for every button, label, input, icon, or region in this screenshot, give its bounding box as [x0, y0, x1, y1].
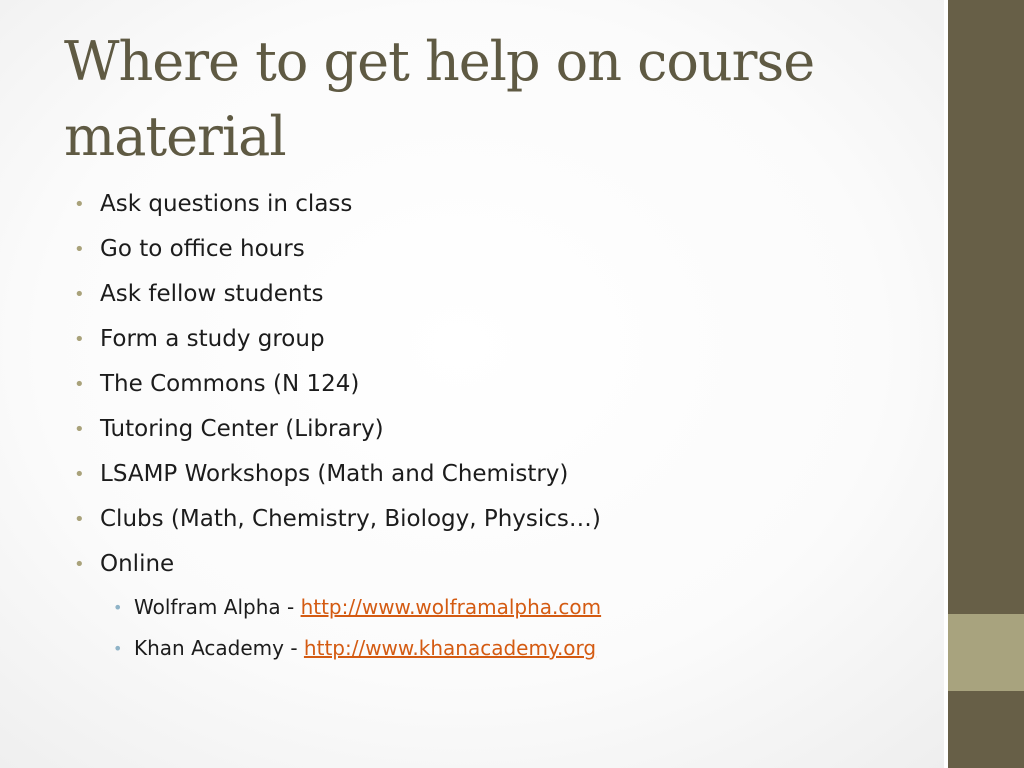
sub-bullet-dot-icon: •: [113, 598, 123, 617]
bullet-text: Ask questions in class: [100, 191, 353, 217]
bullet-text: Ask fellow students: [100, 281, 324, 307]
bullet-text: Online: [100, 551, 175, 577]
bullet-dot-icon: •: [74, 374, 85, 395]
sub-bullet-text: [134, 628, 596, 669]
bullet-dot-icon: •: [74, 284, 85, 305]
sub-bullet-item: [0, 587, 940, 628]
sub-bullet-label: Wolfram Alpha -: [134, 595, 301, 619]
bullet-text: The Commons (N 124): [100, 371, 360, 397]
bullet-dot-icon: •: [74, 554, 85, 575]
khan-academy-link[interactable]: http://www.khanacademy.org: [303, 636, 597, 660]
side-accent-block: [948, 614, 1024, 691]
bullet-item: [0, 452, 940, 497]
sub-bullet-label: Khan Academy -: [134, 636, 304, 660]
bullet-item: [0, 272, 940, 317]
bullet-item: [0, 497, 940, 542]
bullet-item: [0, 362, 940, 407]
title-line-2: material: [64, 105, 286, 168]
sub-bullet-item: [0, 628, 940, 669]
slide-title: [64, 24, 924, 174]
bullet-dot-icon: •: [74, 419, 85, 440]
bullet-text: LSAMP Workshops (Math and Chemistry): [100, 461, 569, 487]
sub-bullet-text: [134, 587, 601, 628]
bullet-dot-icon: •: [74, 329, 85, 350]
bullet-list: [0, 182, 940, 669]
bullet-item: [0, 182, 940, 227]
bullet-item: [0, 542, 940, 587]
bullet-text: Go to office hours: [100, 236, 305, 262]
bullet-text: Form a study group: [100, 326, 325, 352]
bullet-dot-icon: •: [74, 464, 85, 485]
bullet-text: Clubs (Math, Chemistry, Biology, Physics…): [100, 506, 601, 532]
bullet-item: [0, 317, 940, 362]
bullet-dot-icon: •: [74, 509, 85, 530]
title-line-1: Where to get help on course: [64, 30, 815, 93]
sub-bullet-dot-icon: •: [113, 639, 123, 658]
bullet-item: [0, 407, 940, 452]
bullet-text: Tutoring Center (Library): [100, 416, 384, 442]
bullet-dot-icon: •: [74, 194, 85, 215]
bullet-item: [0, 227, 940, 272]
bullet-dot-icon: •: [74, 239, 85, 260]
wolfram-alpha-link[interactable]: http://www.wolframalpha.com: [300, 595, 602, 619]
